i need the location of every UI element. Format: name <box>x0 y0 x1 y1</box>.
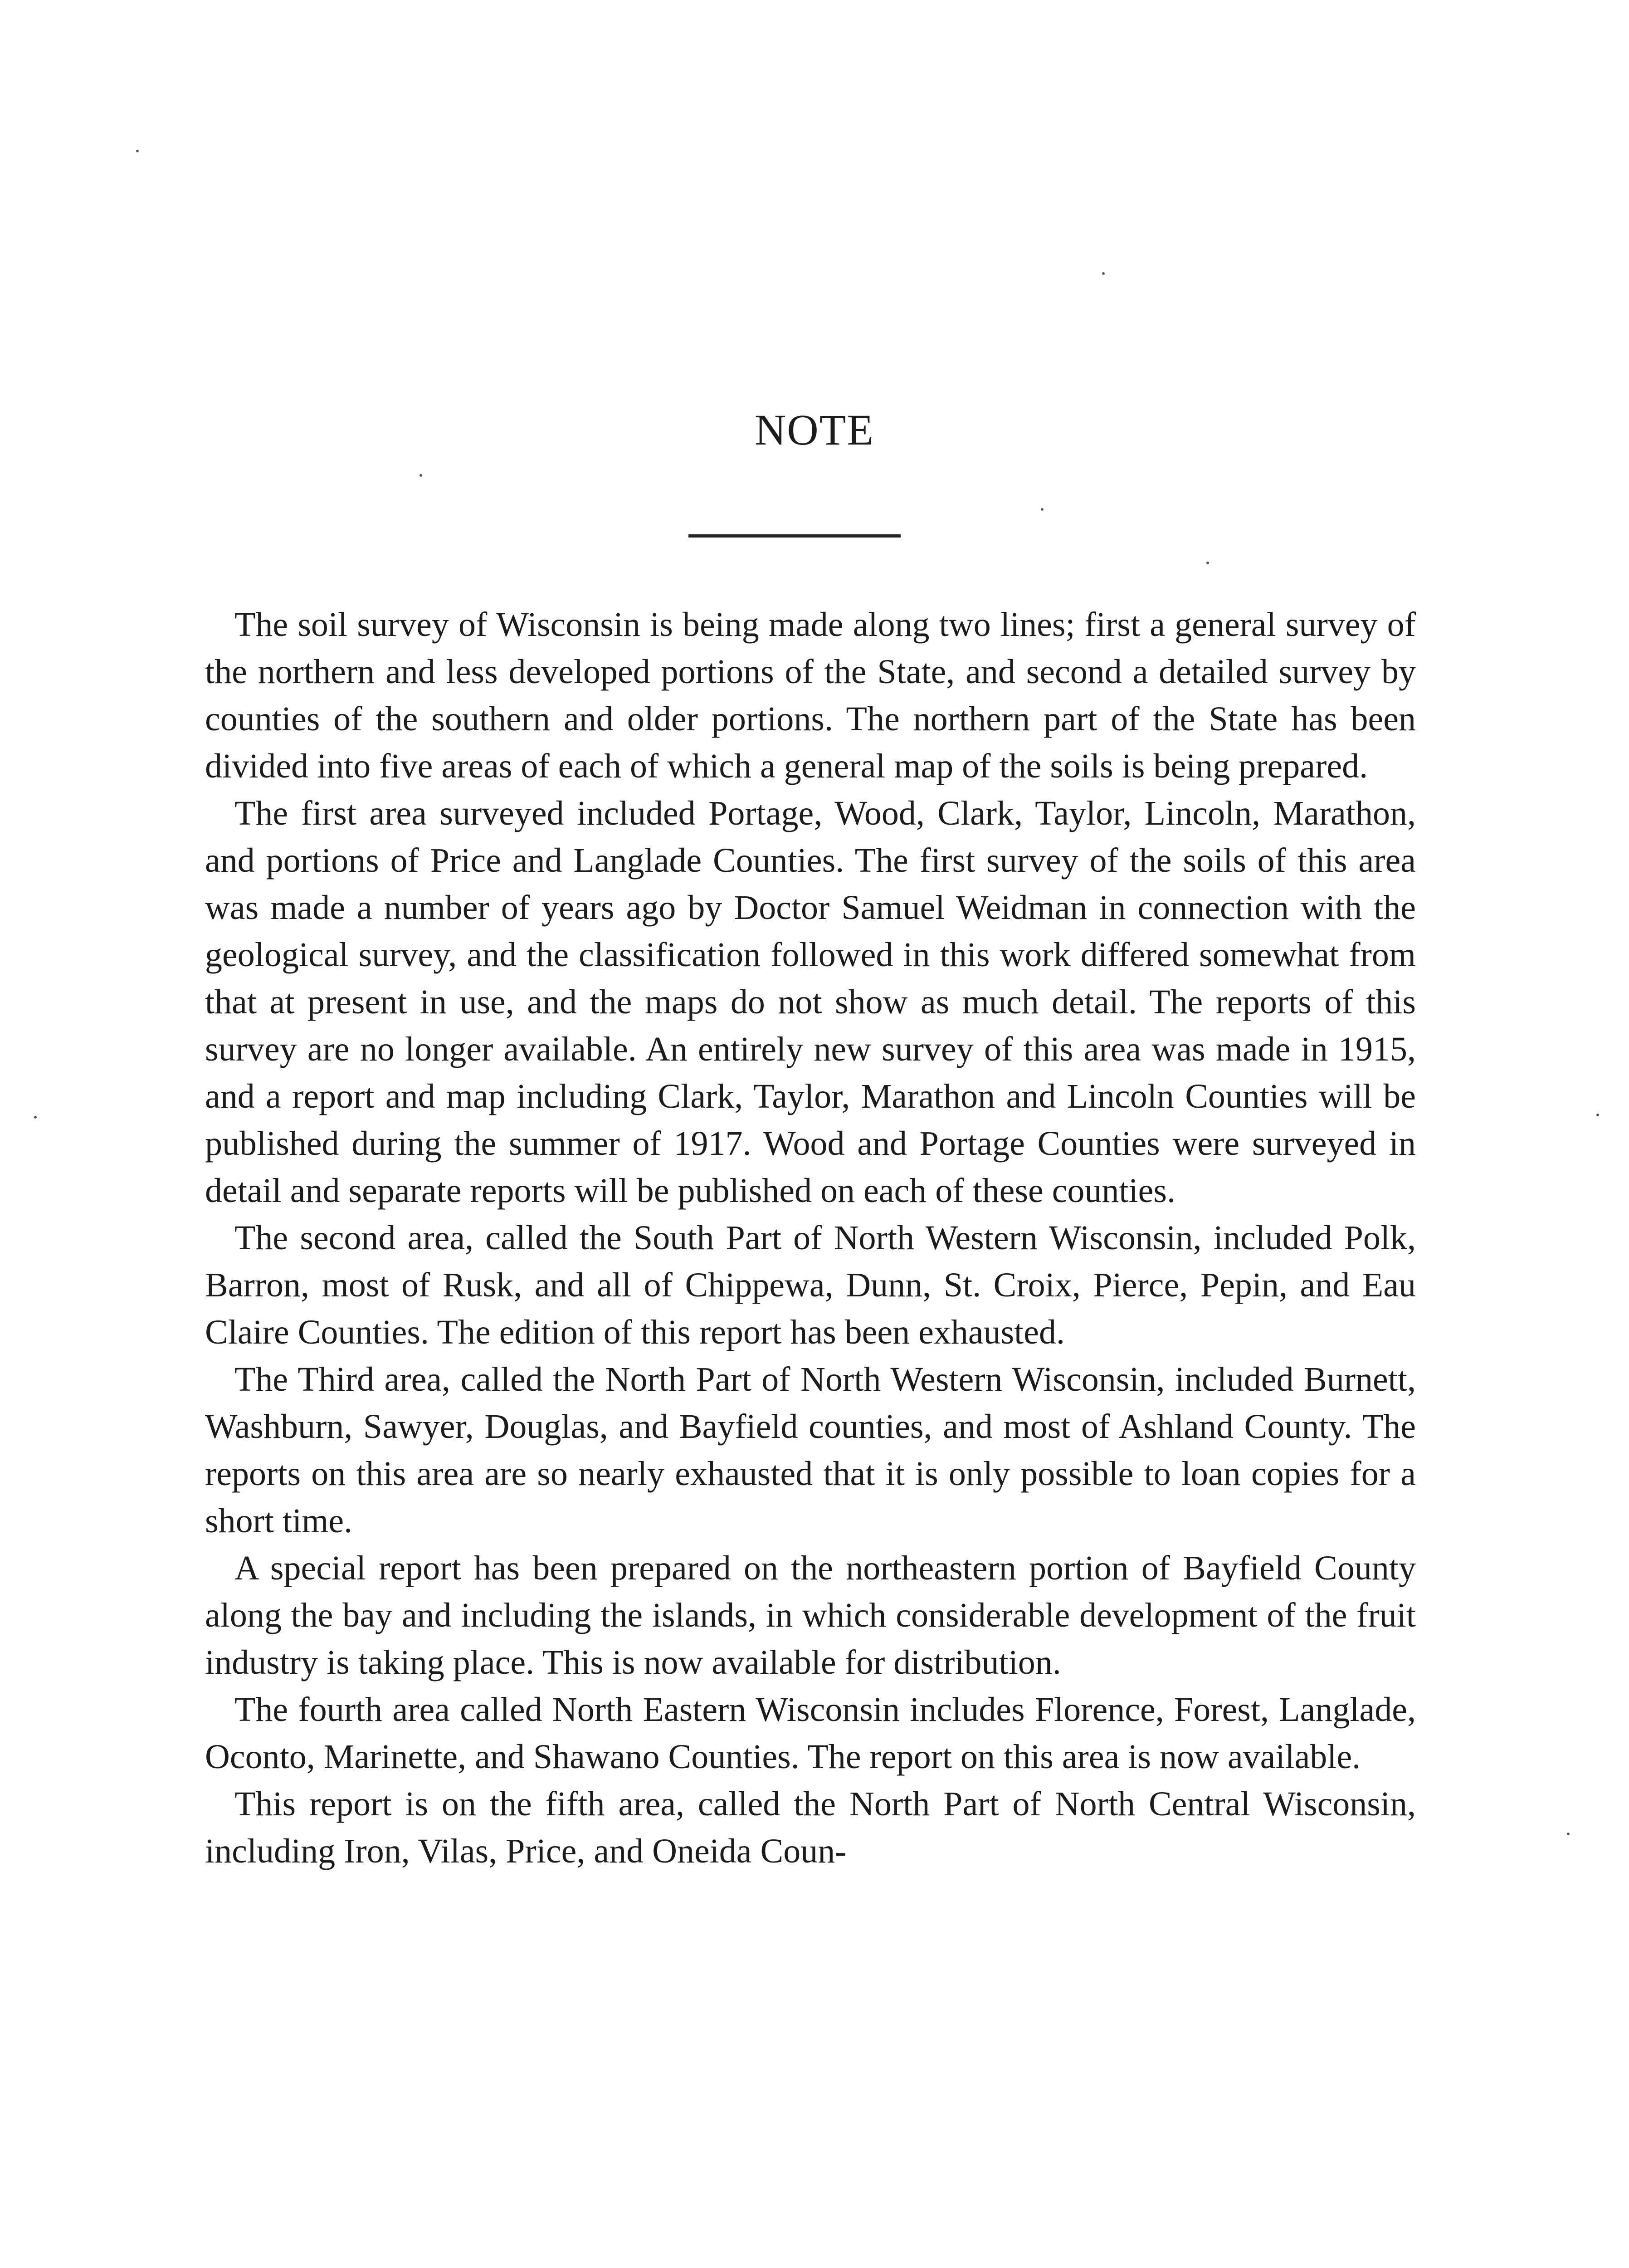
paragraph-fourth-area: The fourth area called North Eastern Wisconsin includes Florence, Forest, Langlade, Oconto, Marinette, and Shawano Counties. The report on this area is now available. <box>205 1691 1416 1776</box>
scan-speck <box>419 474 422 477</box>
title-divider <box>688 534 901 538</box>
note-body <box>205 601 1416 1875</box>
scan-speck <box>1567 1833 1570 1835</box>
paragraph-fifth-area: This report is on the fifth area, called the North Part of North Central Wisconsin, including Iron, Vilas, Price, and Oneida Coun- <box>205 1785 1416 1870</box>
paragraph-second-area: The second area, called the South Part of North Western Wisconsin, included Polk, Barron, most of Rusk, and all of Chippewa, Dunn, St. Croix, Pierce, Pepin, and Eau Claire Counties. The edition of this report has been exhausted. <box>205 1219 1416 1351</box>
paragraph-intro: The soil survey of Wisconsin is being made along two lines; first a general survey of the northern and less developed portions of the State, and second a detailed survey by counties of the southern and older portions. The northern part of the State has been divided into five areas of each of which a general map of the soils is being prepared. <box>205 606 1416 785</box>
paragraph-third-area: The Third area, called the North Part of North Western Wisconsin, included Burnett, Washburn, Sawyer, Douglas, and Bayfield counties, and most of Ashland County. The reports on this area are so nearly exhausted that it is only possible to loan copies for a short time. <box>205 1360 1416 1540</box>
paragraph-special-report: A special report has been prepared on the northeastern portion of Bayfield County along the bay and including the islands, in which considerable development of the fruit industry is taking place. This is now available for distribution. <box>205 1549 1416 1681</box>
scan-speck <box>1206 562 1209 564</box>
scan-speck <box>136 150 139 152</box>
scan-speck <box>1596 1114 1599 1116</box>
page-title: NOTE <box>755 406 874 454</box>
scan-speck <box>1041 508 1044 511</box>
paragraph-first-area: The first area surveyed included Portage, Wood, Clark, Taylor, Lincoln, Marathon, and portions of Price and Langlade Counties. The first survey of the soils of this area was made a number of years ago by Doctor Samuel Weidman in connection with the geological survey, and the classification followed in this work differed somewhat from that at present in use, and the maps do not show as much detail. The reports of this survey are no longer available. An entirely new survey of this area was made in 1915, and a report and map including Clark, Taylor, Marathon and Lincoln Counties will be published during the summer of 1917. Wood and Portage Counties were surveyed in detail and separate reports will be published on each of these counties. <box>205 794 1416 1210</box>
scan-speck <box>1102 272 1105 275</box>
scan-speck <box>34 1116 37 1119</box>
